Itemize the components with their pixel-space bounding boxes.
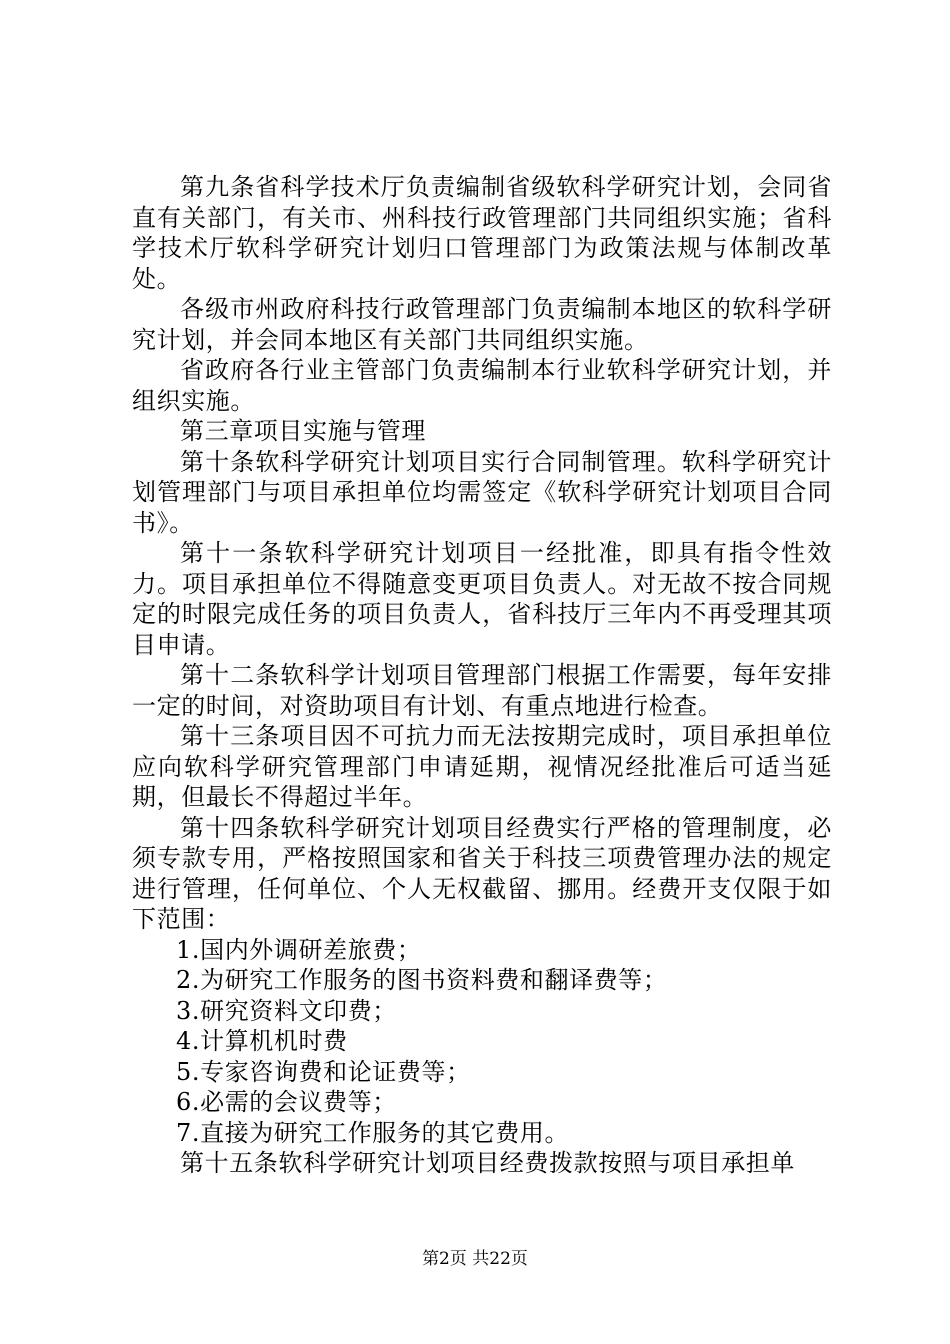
list-item: 2.为研究工作服务的图书资料费和翻译费等； [176,966,668,994]
chapter-heading: 第三章项目实施与管理 [180,417,426,445]
paragraph-article-15: 第十五条软科学研究计划项目经费拨款按照与项目承担单 [180,1149,795,1177]
list-item: 7.直接为研究工作服务的其它费用。 [176,1118,570,1147]
paragraph-industry-departments: 省政府各行业主管部门负责编制本行业软科学研究计划，并组织实施。 [132,356,832,415]
document-body [132,172,832,1179]
paragraph-article-14: 第十四条软科学研究计划项目经费实行严格的管理制度，必须专款专用，严格按照国家和省关于科技三项费管理办法的规定进行管理，任何单位、个人无权截留、挪用。经费开支仅限于如下范围： [132,813,832,933]
paragraph-article-12: 第十二条软科学计划项目管理部门根据工作需要，每年安排一定的时间，对资助项目有计划、有重点地进行检查。 [132,661,832,720]
list-item: 1.国内外调研差旅费； [176,935,422,964]
paragraph-article-9: 第九条省科学技术厅负责编制省级软科学研究计划，会同省直有关部门，有关市、州科技行政管理部门共同组织实施；省科学技术厅软科学研究计划归口管理部门为政策法规与体制改革处。 [132,173,832,293]
paragraph-city-departments: 各级市州政府科技行政管理部门负责编制本地区的软科学研究计划，并会同本地区有关部门共同组织实施。 [132,295,832,354]
paragraph-article-13: 第十三条项目因不可抗力而无法按期完成时，项目承担单位应向软科学研究管理部门申请延期，视情况经批准后可适当延期，但最长不得超过半年。 [132,722,832,811]
list-item: 3.研究资料文印费； [176,996,397,1025]
page-number-footer: 第2页 共22页 [422,1249,528,1269]
paragraph-article-11: 第十一条软科学研究计划项目一经批准，即具有指令性效力。项目承担单位不得随意变更项目负责人。对无故不按合同规定的时限完成任务的项目负责人，省科技厅三年内不再受理其项目申请。 [132,539,832,659]
paragraph-article-10: 第十条软科学研究计划项目实行合同制管理。软科学研究计划管理部门与项目承担单位均需签定《软科学研究计划项目合同书》。 [132,447,832,537]
list-item: 4.计算机机时费 [176,1027,348,1055]
list-item: 6.必需的会议费等； [176,1088,397,1116]
list-item: 5.专家咨询费和论证费等； [176,1057,471,1086]
